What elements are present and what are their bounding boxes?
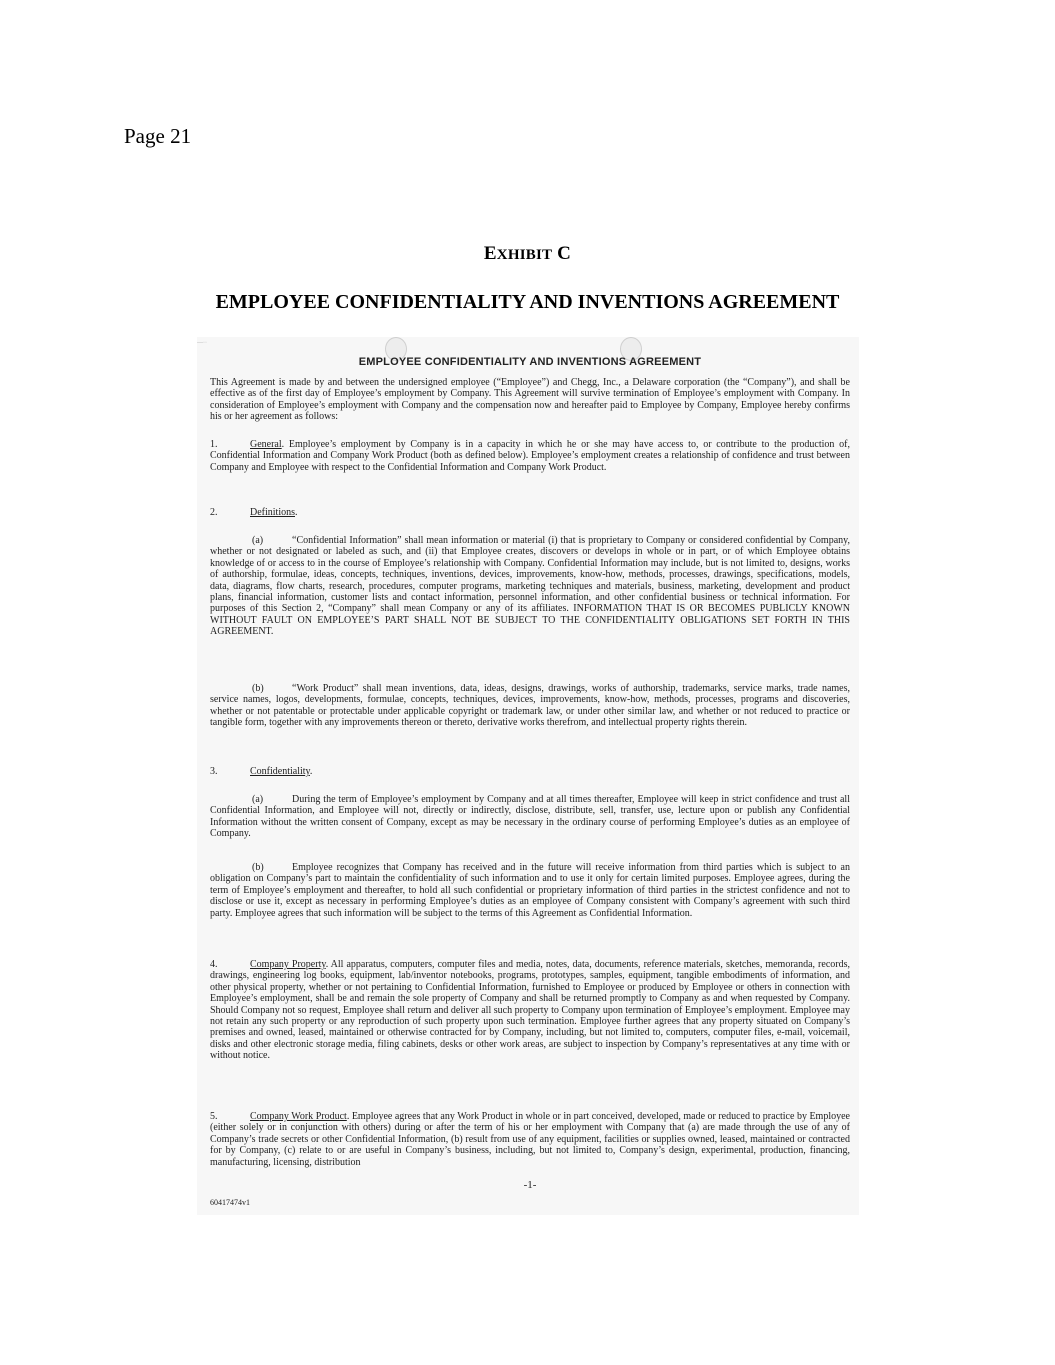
section-3b: [210, 862, 850, 919]
intro-paragraph: This Agreement is made by and between the undersigned employee (“Employee”) and Chegg, Inc., a Delaware corporation (the “Company”), and shall be effective as of the first day of Employee’s employment by Company. This Agreement will survive termination of Employee’s employment with Company. In consideration of Employee’s employment with Company and the compensation now and hereafter paid to Employee by Company, Employee hereby confirms his or her agreement as follows:: [210, 377, 850, 423]
section-2a-confidential-information: [210, 535, 850, 638]
section-4-text: . All apparatus, computers, computer files and media, notes, data, documents, reference materials, sketches, memoranda, records, drawings, engineering log books, equipment, lab/inventor notebooks, programs, prototypes, samples, equipment, tangible embodiments of information, and other physical property, whether or not pertaining to Confidential Information, furnished to Employee or produced by Employee or others in connection with Employee’s employment, shall be and remain the sole property of Company and shall be returned promptly to Company as and when requested by Company. Should Company not so request, Employee shall return and deliver all such property to Company upon termination of Employee’s employment. Employee may not retain any such property or any reproduction of such property upon such termination. Employee further agrees that any property situated on Company’s premises and owned, leased, maintained or otherwise contracted for by Company, including, but not limited to, computers, computer files, e-mail, voicemail, disks and other electronic storage media, filing cabinets, desks or other work areas, are subject to inspection by Company’s representatives at any time with or without notice.: [210, 959, 850, 1062]
scan-corner-mark: —··: [197, 340, 207, 346]
section-3a: [210, 794, 850, 840]
exhibit-letter: C: [557, 243, 572, 264]
section-3-tail: .: [309, 766, 313, 777]
exhibit-heading: [0, 243, 1055, 265]
section-3a-text: During the term of Employee’s employment by Company and at all times thereafter, Employee will keep in strict confidence and trust all Confidential Information, and Employee will not, directly or indirectly, disclose, distribute, sell, transfer, use, lecture upon or publish any Confidential Information without the written consent of Company, except as may be necessary in the ordinary course of performing Employee’s duties as an employee of Company.: [210, 794, 850, 840]
section-5-number: 5.: [210, 1111, 218, 1122]
section-2-tail: .: [295, 507, 298, 518]
section-5-company-work-product: [210, 1111, 850, 1168]
section-4-heading: Company Property: [250, 959, 326, 970]
scan-page-number: -1-: [523, 1179, 537, 1191]
section-1-general: [210, 439, 850, 473]
scanned-agreement-page: [197, 337, 859, 1215]
section-5-text: . Employee agrees that any Work Product in whole or in part conceived, developed, made or reduced to practice by Employee (either solely or in conjunction with others) during or after the term of his or her employment with Company that (a) are made through the use of any of Company’s trade secrets or other Confidential Information, (b) result from use of any equipment, facilities or supplies owned, leased, maintained or contracted for by Company, (c) relate to or are useful in Company’s business, including, but not limited to, Company’s design, experimental, production, financing, manufacturing, licensing, distribution: [210, 1111, 850, 1168]
section-3-confidentiality: [210, 766, 850, 777]
section-1-number: 1.: [210, 439, 218, 450]
section-3-number: 3.: [210, 766, 218, 777]
section-2-definitions: [210, 507, 850, 518]
section-2b-work-product: [210, 683, 850, 729]
section-2b-text: “Work Product” shall mean inventions, data, ideas, designs, drawings, works of authorship, trademarks, service marks, trade names, service names, logos, developments, formulae, concepts, techniques, devices, improvements, know-how, methods, processes, programs and discoveries, whether or not patentable or protectable under applicable copyright or trademark law, or under other similar law, and whether or not reduced to practice or tangible form, together with any improvements thereon or thereto, derivative works therefrom, and intellectual property rights therein.: [210, 683, 850, 729]
section-1-heading: General: [250, 439, 282, 450]
section-2a-label: (a): [252, 535, 264, 546]
document-title: EMPLOYEE CONFIDENTIALITY AND INVENTIONS AGREEMENT: [215, 291, 840, 313]
scan-document-id: 60417474v1: [210, 1198, 250, 1207]
exhibit-rest: XHIBIT: [496, 247, 553, 263]
exhibit-first-letter: E: [483, 243, 497, 264]
section-2-heading: Definitions: [250, 507, 295, 518]
section-3a-label: (a): [252, 794, 264, 805]
section-5-heading: Company Work Product: [250, 1111, 347, 1122]
section-1-text: . Employee’s employment by Company is in a capacity in which he or she may have access to, or contribute to the production of, Confidential Information and Company Work Product (both as defined below). Employee’s employment creates a relationship of confidence and trust between Company and Employee with respect to the Confidential Information and Company Work Product.: [210, 439, 850, 473]
section-2-number: 2.: [210, 507, 218, 518]
section-3-heading: Confidentiality: [250, 766, 310, 777]
section-3b-label: (b): [252, 862, 264, 873]
page-label: Page 21: [124, 124, 192, 148]
section-4-number: 4.: [210, 959, 218, 970]
scan-title: EMPLOYEE CONFIDENTIALITY AND INVENTIONS AGREEMENT: [358, 356, 702, 368]
section-2b-label: (b): [252, 683, 264, 694]
section-2a-text: “Confidential Information” shall mean information or material (i) that is proprietary to Company or considered confidential by Company, whether or not designated or labeled as such, and (ii) that Employee creates, discovers or develops in whole or in part, or of which Employee obtains knowledge of or access to in the course of Employee’s relationship with Company. Confidential Information may include, but is not limited to, designs, works of authorship, formulae, ideas, concepts, techniques, inventions, devices, improvements, know-how, methods, processes, drawings, specifications, models, data, diagrams, flow charts, research, procedures, computer programs, marketing techniques and materials, business, marketing, development and product plans, financial information, customer lists and contact information, personnel information, and other confidential business or technical information. For purposes of this Section 2, “Company” shall mean Company or any of its affiliates. INFORMATION THAT IS OR BECOMES PUBLICLY KNOWN WITHOUT FAULT ON EMPLOYEE’S PART SHALL NOT BE SUBJECT TO THE CONFIDENTIALITY OBLIGATIONS SET FORTH IN THIS AGREEMENT.: [210, 535, 850, 638]
section-4-company-property: [210, 959, 850, 1062]
section-3b-text: Employee recognizes that Company has received and in the future will receive information from third parties which is subject to an obligation on Company’s part to maintain the confidentiality of such information and to use it only for certain limited purposes. Employee agrees, during the term of Employee’s employment and thereafter, to hold all such confidential or proprietary information of third parties in the strictest confidence and not to disclose or use it, except as necessary in performing Employee’s duties as an employee of Company consistent with Company’s agreement with such third party. Employee agrees that such information will be subject to the terms of this Agreement as Confidential Information.: [210, 862, 850, 919]
